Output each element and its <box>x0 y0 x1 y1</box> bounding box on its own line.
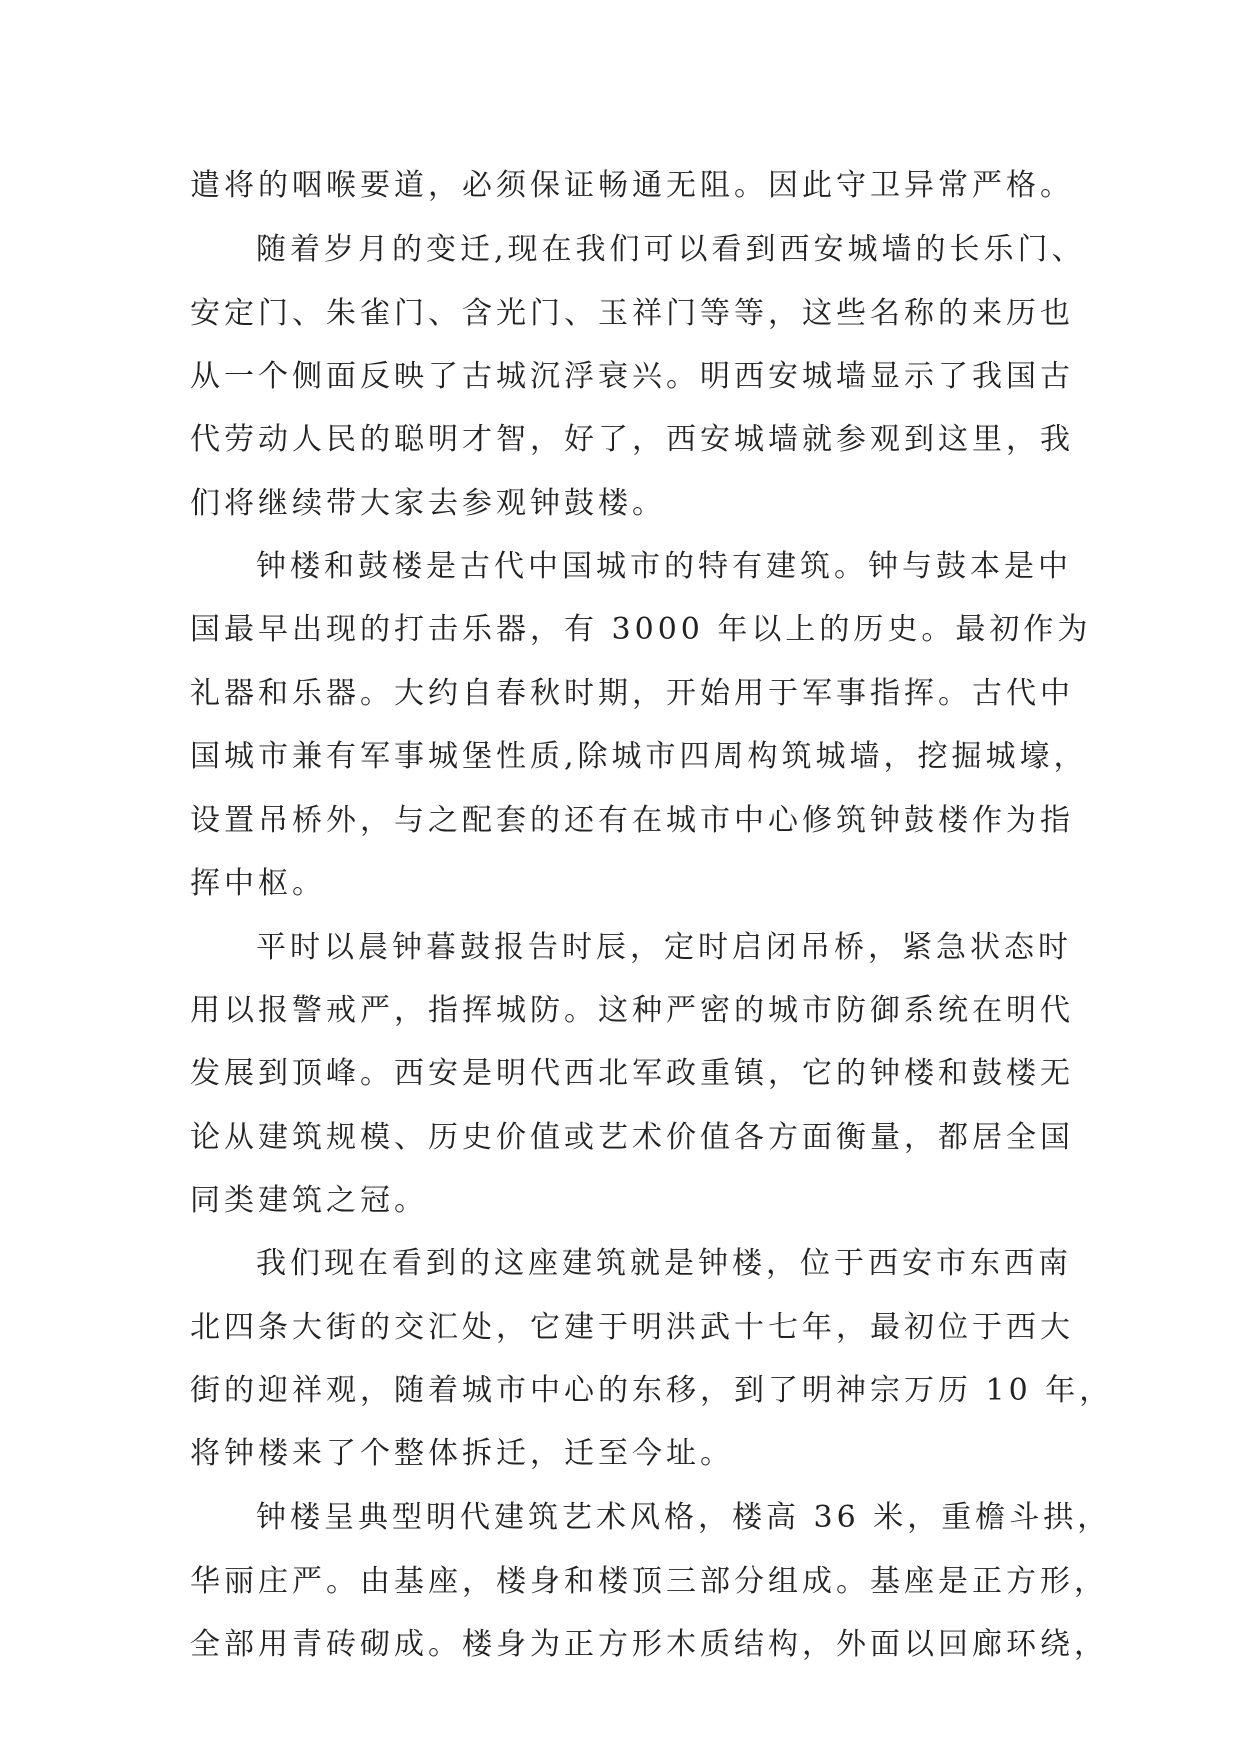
text-line: 代劳动人民的聪明才智，好了，西安城墙就参观到这里，我 <box>190 422 1074 457</box>
text-line: 全部用青砖砌成。楼身为正方形木质结构，外面以回廊环绕， <box>190 1627 1108 1662</box>
text-line: 论从建筑规模、历史价值或艺术价值各方面衡量，都居全国 <box>190 1120 1074 1155</box>
text-line: 华丽庄严。由基座，楼身和楼顶三部分组成。基座是正方形， <box>190 1564 1108 1599</box>
text-line: 礼器和乐器。大约自春秋时期，开始用于军事指挥。古代中 <box>190 676 1074 711</box>
text-line: 钟楼呈典型明代建筑艺术风格，楼高 36 米，重檐斗拱， <box>256 1500 1112 1535</box>
text-line: 国城市兼有军事城堡性质,除城市四周构筑城墙，挖掘城壕， <box>190 739 1088 774</box>
text-line: 我们现在看到的这座建筑就是钟楼，位于西安市东西南 <box>256 1246 1072 1281</box>
text-line: 挥中枢。 <box>190 866 326 901</box>
text-line: 平时以晨钟暮鼓报告时辰，定时启闭吊桥，紧急状态时 <box>256 930 1072 965</box>
text-line: 同类建筑之冠。 <box>190 1183 428 1218</box>
text-line: 将钟楼来了个整体拆迁，迁至今址。 <box>190 1436 734 1471</box>
text-line: 发展到顶峰。西安是明代西北军政重镇，它的钟楼和鼓楼无 <box>190 1056 1074 1091</box>
text-line: 国最早出现的打击乐器，有 3000 年以上的历史。最初作为 <box>190 612 1092 647</box>
text-line: 北四条大街的交汇处，它建于明洪武十七年，最初位于西大 <box>190 1310 1074 1345</box>
text-line: 安定门、朱雀门、含光门、玉祥门等等，这些名称的来历也 <box>190 296 1074 331</box>
text-line: 们将继续带大家去参观钟鼓楼。 <box>190 486 666 521</box>
text-line: 钟楼和鼓楼是古代中国城市的特有建筑。钟与鼓本是中 <box>256 549 1072 584</box>
text-line: 设置吊桥外，与之配套的还有在城市中心修筑钟鼓楼作为指 <box>190 803 1074 838</box>
text-line: 用以报警戒严，指挥城防。这种严密的城市防御系统在明代 <box>190 993 1074 1028</box>
text-line: 遣将的咽喉要道，必须保证畅通无阻。因此守卫异常严格。 <box>190 168 1074 203</box>
text-line: 街的迎祥观，随着城市中心的东移，到了明神宗万历 10 年， <box>190 1373 1114 1408</box>
text-line: 从一个侧面反映了古城沉浮衰兴。明西安城墙显示了我国古 <box>190 359 1074 394</box>
text-line: 随着岁月的变迁,现在我们可以看到西安城墙的长乐门、 <box>256 232 1086 267</box>
